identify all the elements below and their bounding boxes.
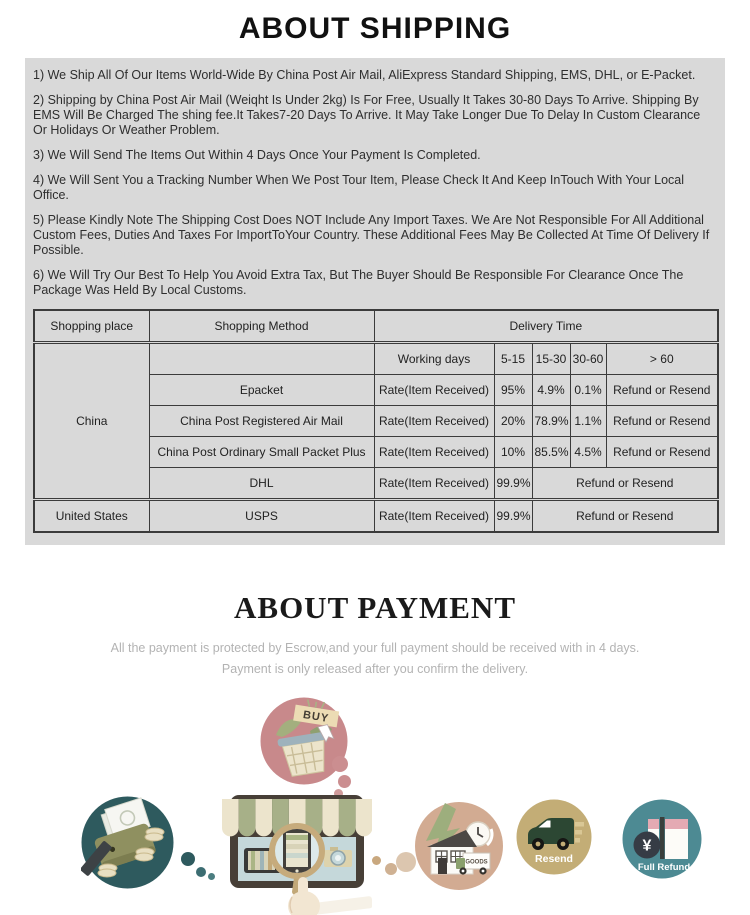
- col-header-shopping-place: Shopping place: [34, 310, 149, 343]
- shipping-title: ABOUT SHIPPING: [238, 12, 512, 45]
- thought-dot: [396, 852, 416, 872]
- svg-text:Resend: Resend: [535, 853, 573, 865]
- cell-place-china: China: [34, 343, 149, 500]
- cell-outcome: Refund or Resend: [606, 375, 718, 406]
- full-refund-gift-icon: [622, 799, 702, 879]
- cell-value: 85.5%: [532, 437, 570, 468]
- storefront-icon: [222, 793, 372, 915]
- cell-method: USPS: [149, 500, 374, 533]
- payment-subtitle-line2: Payment is only released after you confirm the delivery.: [221, 662, 529, 676]
- table-row: [34, 500, 718, 533]
- cell-bucket-1: 5-15: [494, 343, 532, 375]
- svg-text:¥: ¥: [642, 837, 652, 855]
- shipping-note-4: 4) We Will Sent You a Tracking Number When We Post Tour Item, Please Check It And Keep InTouch With Your Local Office.: [33, 173, 685, 202]
- cell-outcome: Refund or Resend: [606, 437, 718, 468]
- goods-delivery-icon: [414, 801, 504, 891]
- cell-value: 99.9%: [494, 500, 532, 533]
- payment-subtitle: [0, 638, 750, 680]
- cell-rate-label: Rate(Item Received): [374, 437, 494, 468]
- cell-empty: [149, 343, 374, 375]
- col-header-shopping-method: Shopping Method: [149, 310, 374, 343]
- shipping-note-1: 1) We Ship All Of Our Items World-Wide By China Post Air Mail, AliExpress Standard Shipping, EMS, DHL, or E-Packet.: [33, 68, 696, 82]
- cell-bucket-2: 15-30: [532, 343, 570, 375]
- cell-value: 4.5%: [570, 437, 606, 468]
- shipping-note-2: 2) Shipping by China Post Air Mail (Weiqht Is Under 2kg) Is For Free, Usually It Takes 30-80 Days To Arrive. Shipping By EMS Will Be Charged The shing fee.It Takes7-20 Days To Arrive. It May Take Longer Due To Delay In Custom Clearance Or Holidays Or Weather Problem.: [33, 93, 701, 137]
- buy-basket-icon: [260, 697, 348, 785]
- cell-value: 10%: [494, 437, 532, 468]
- cell-value: 0.1%: [570, 375, 606, 406]
- cell-value: 78.9%: [532, 406, 570, 437]
- cell-method: Epacket: [149, 375, 374, 406]
- cell-value: 20%: [494, 406, 532, 437]
- payment-title: ABOUT PAYMENT: [234, 590, 516, 625]
- shipping-note-5: 5) Please Kindly Note The Shipping Cost Does NOT Include Any Import Taxes. We Are Not Responsible For All Additional Custom Fees, Duties And Taxes For ImportToYour Country. These Additional Fees May Be Collected At Time Of Delivery If Possible.: [33, 213, 710, 257]
- shipping-panel: [25, 58, 725, 545]
- cell-method: China Post Ordinary Small Packet Plus: [149, 437, 374, 468]
- cell-outcome: Refund or Resend: [532, 468, 718, 500]
- cell-outcome: Refund or Resend: [606, 406, 718, 437]
- thought-dot: [338, 775, 351, 788]
- cell-method: China Post Registered Air Mail: [149, 406, 374, 437]
- svg-text:Full Refund: Full Refund: [637, 862, 691, 873]
- thought-dot: [181, 852, 195, 866]
- cell-outcome: Refund or Resend: [532, 500, 718, 533]
- col-header-delivery-time: Delivery Time: [374, 310, 718, 343]
- cell-value: 99.9%: [494, 468, 532, 500]
- svg-text:GOODS: GOODS: [465, 859, 488, 866]
- payment-subtitle-line1: All the payment is protected by Escrow,and your full payment should be received with in 4 days.: [110, 641, 640, 655]
- wallet-money-icon: [81, 796, 174, 889]
- cell-method: DHL: [149, 468, 374, 500]
- camera-icon: [324, 847, 352, 867]
- svg-text:BUY: BUY: [302, 709, 330, 725]
- delivery-time-table: [33, 309, 719, 533]
- cell-value: 95%: [494, 375, 532, 406]
- cell-rate-label: Rate(Item Received): [374, 375, 494, 406]
- cell-bucket-4: > 60: [606, 343, 718, 375]
- cell-rate-label: Rate(Item Received): [374, 500, 494, 533]
- thought-dot: [208, 873, 215, 880]
- cell-value: 1.1%: [570, 406, 606, 437]
- cell-rate-label: Rate(Item Received): [374, 468, 494, 500]
- thought-dot: [385, 863, 397, 875]
- thought-dot: [196, 867, 206, 877]
- cell-rate-label: Rate(Item Received): [374, 406, 494, 437]
- thought-dot: [332, 756, 348, 772]
- cell-working-days: Working days: [374, 343, 494, 375]
- cell-place-us: United States: [34, 500, 149, 533]
- cell-bucket-3: 30-60: [570, 343, 606, 375]
- resend-van-icon: [516, 799, 592, 875]
- cell-value: 4.9%: [532, 375, 570, 406]
- shipping-note-3: 3) We Will Send The Items Out Within 4 Days Once Your Payment Is Completed.: [33, 148, 481, 162]
- thought-dot: [372, 856, 381, 865]
- shipping-note-6: 6) We Will Try Our Best To Help You Avoid Extra Tax, But The Buyer Should Be Responsible For Clearance Once The Package Was Held By Local Customs.: [33, 268, 684, 297]
